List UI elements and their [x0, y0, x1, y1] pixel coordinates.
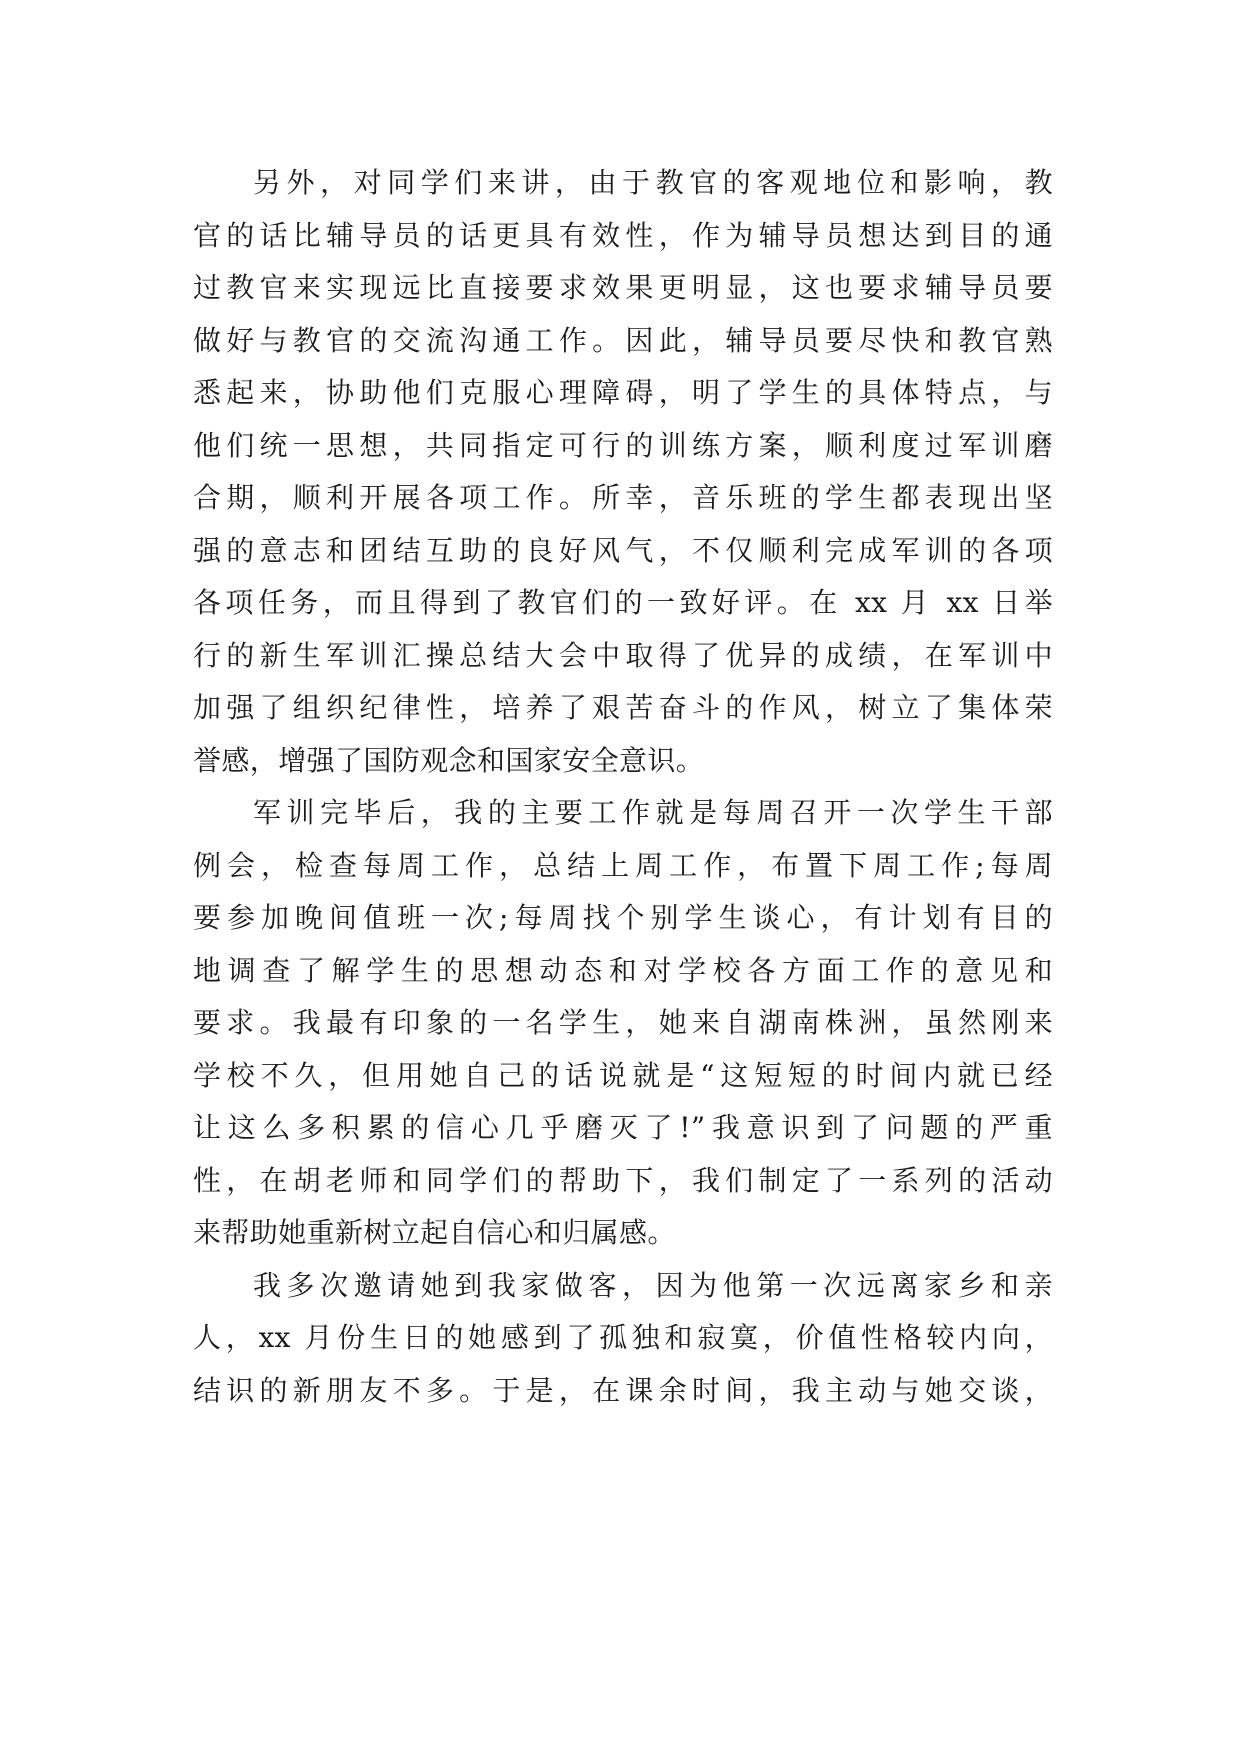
text-line: 要求。我最有印象的一名学生，她来自湖南株洲，虽然刚来	[193, 1006, 1053, 1039]
text-line: 我多次邀请她到我家做客，因为他第一次远离家乡和亲	[253, 1268, 1053, 1302]
text-line: 要参加晚间值班一次;每周找个别学生谈心，有计划有目的	[193, 901, 1053, 934]
text-line: 誉感，增强了国防观念和国家安全意识。	[193, 743, 705, 777]
text-line: 学校不久，但用她自己的话说就是“这短短的时间内就已经	[193, 1058, 1053, 1092]
text-line: 来帮助她重新树立起自信心和归属感。	[193, 1216, 676, 1249]
text-line: 行的新生军训汇操总结大会中取得了优异的成绩，在军训中	[193, 638, 1053, 672]
paragraph-2	[193, 787, 1053, 1260]
text-line: 合期，顺利开展各项工作。所幸，音乐班的学生都表现出坚	[193, 481, 1053, 514]
body-text	[193, 157, 1053, 1417]
text-line: 地调查了解学生的思想动态和对学校各方面工作的意见和	[193, 953, 1053, 987]
text-line: 他们统一思想，共同指定可行的训练方案，顺利度过军训磨	[193, 428, 1053, 462]
text-line: 悉起来，协助他们克服心理障碍，明了学生的具体特点，与	[193, 376, 1053, 409]
text-line: 另外，对同学们来讲，由于教官的客观地位和影响，教	[253, 166, 1053, 199]
text-line: 结识的新朋友不多。于是，在课余时间，我主动与她交谈，	[193, 1373, 1053, 1407]
text-line: 各项任务，而且得到了教官们的一致好评。在 xx 月 xx 日举	[193, 586, 1053, 619]
text-line: 性，在胡老师和同学们的帮助下，我们制定了一系列的活动	[193, 1163, 1053, 1197]
text-line: 人，xx 月份生日的她感到了孤独和寂寞，价值性格较内向，	[193, 1321, 1053, 1354]
paragraph-1	[193, 157, 1053, 787]
text-line: 做好与教官的交流沟通工作。因此，辅导员要尽快和教官熟	[193, 323, 1053, 357]
text-line: 过教官来实现远比直接要求效果更明显，这也要求辅导员要	[193, 271, 1053, 304]
text-line: 例会，检查每周工作，总结上周工作，布置下周工作;每周	[193, 848, 1053, 882]
paragraph-3	[193, 1260, 1053, 1418]
text-line: 加强了组织纪律性，培养了艰苦奋斗的作风，树立了集体荣	[193, 691, 1053, 724]
text-line: 官的话比辅导员的话更具有效性，作为辅导员想达到目的通	[193, 218, 1053, 252]
text-line: 军训完毕后，我的主要工作就是每周召开一次学生干部	[253, 796, 1053, 829]
text-line: 强的意志和团结互助的良好风气，不仅顺利完成军训的各项	[193, 533, 1053, 567]
text-line: 让这么多积累的信心几乎磨灭了!”我意识到了问题的严重	[193, 1111, 1053, 1144]
